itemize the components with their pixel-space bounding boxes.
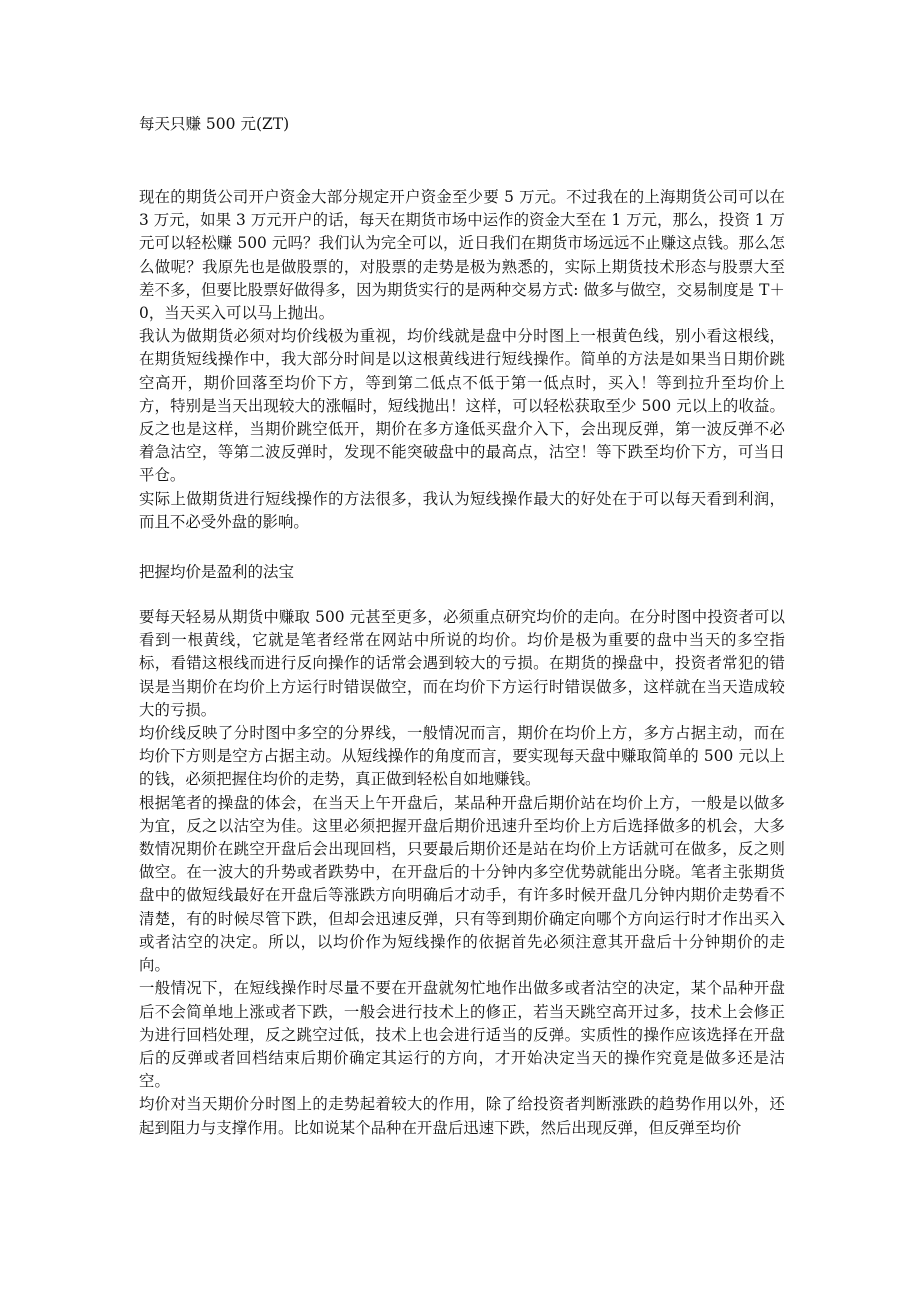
spacer <box>139 534 785 560</box>
section-heading: 把握均价是盈利的法宝 <box>139 563 295 582</box>
document-title: 每天只赚 500 元(ZT) <box>139 115 290 133</box>
section-intro <box>139 186 785 534</box>
document-page <box>139 112 785 1140</box>
paragraph: 我认为做期货必须对均价线极为重视，均价线就是盘中分时图上一根黄色线，别小看这根线，在期货短线操作中，我大部分时间是以这根黄线进行短线操作。简单的方法是如果当日期价跳空高开，期价回落至均价下方，等到第二低点不低于第一低点时，买入！等到拉升至均价上方，特别是当天出现较大的涨幅时，短线抛出！这样，可以轻松获取至少 500 元以上的收益。反之也是这样，当期价跳空低开，期价在多方逢低买盘介入下，会出现反弹，第一波反弹不必着急沽空，等第二波反弹时，发现不能突破盘中的最高点，沽空！等下跌至均价下方，可当日平仓。 <box>139 327 785 485</box>
paragraph: 实际上做期货进行短线操作的方法很多，我认为短线操作最大的好处在于可以每天看到利润，而且不必受外盘的影响。 <box>139 489 785 531</box>
paragraph: 要每天轻易从期货中赚取 500 元甚至更多，必须重点研究均价的走向。在分时图中投资者可以看到一根黄线，它就是笔者经常在网站中所说的均价。均价是极为重要的盘中当天的多空指标，看错这根线而进行反向操作的话常会遇到较大的亏损。在期货的操盘中，投资者常犯的错误是当期价在均价上方运行时错误做空，而在均价下方运行时错误做多，这样就在当天造成较大的亏损。 <box>139 608 785 719</box>
paragraph: 均价线反映了分时图中多空的分界线，一般情况而言，期价在均价上方，多方占据主动，而在均价下方则是空方占据主动。从短线操作的角度而言，要实现每天盘中赚取简单的 500 元以上的钱，必须把握住均价的走势，真正做到轻松自如地赚钱。 <box>139 724 785 789</box>
spacer <box>139 584 785 606</box>
spacer <box>139 136 785 186</box>
paragraph: 根据笔者的操盘的体会，在当天上午开盘后，某品种开盘后期价站在均价上方，一般是以做多为宜，反之以沽空为佳。这里必须把握开盘后期价迅速升至均价上方后选择做多的机会，大多数情况期价在跳空开盘后会出现回档，只要最后期价还是站在均价上方话就可在做多，反之则做空。在一波大的升势或者跌势中，在开盘后的十分钟内多空优势就能出分晓。笔者主张期货盘中的做短线最好在开盘后等涨跌方向明确后才动手，有许多时候开盘几分钟内期价走势看不清楚，有的时候尽管下跌，但却会迅速反弹，只有等到期价确定向哪个方向运行时才作出买入或者沽空的决定。所以，以均价作为短线操作的依据首先必须注意其开盘后十分钟期价的走向。 <box>139 793 785 975</box>
section-average-price <box>139 606 785 1140</box>
paragraph: 现在的期货公司开户资金大部分规定开户资金至少要 5 万元。不过我在的上海期货公司可以在 3 万元，如果 3 万元开户的话，每天在期货市场中运作的资金大至在 1 万元，那么，投资 1 万元可以轻松赚 500 元吗？我们认为完全可以，近日我们在期货市场远远不止赚这点钱。那么怎么做呢？我原先也是做股票的，对股票的走势是极为熟悉的，实际上期货技术形态与股票大至差不多，但要比股票好做得多，因为期货实行的是两种交易方式: 做多与做空，交易制度是 T＋0，当天买入可以马上抛出。 <box>139 188 785 323</box>
paragraph: 一般情况下，在短线操作时尽量不要在开盘就匆忙地作出做多或者沽空的决定，某个品种开盘后不会简单地上涨或者下跌，一般会进行技术上的修正，若当天跳空高开过多，技术上会修正为进行回档处理，反之跳空过低，技术上也会进行适当的反弹。实质性的操作应该选择在开盘后的反弹或者回档结束后期价确定其运行的方向，才开始决定当天的操作究竟是做多还是沽空。 <box>139 979 785 1091</box>
paragraph: 均价对当天期价分时图上的走势起着较大的作用，除了给投资者判断涨跌的趋势作用以外，还起到阻力与支撑作用。比如说某个品种在开盘后迅速下跌，然后出现反弹，但反弹至均价 <box>139 1095 785 1137</box>
